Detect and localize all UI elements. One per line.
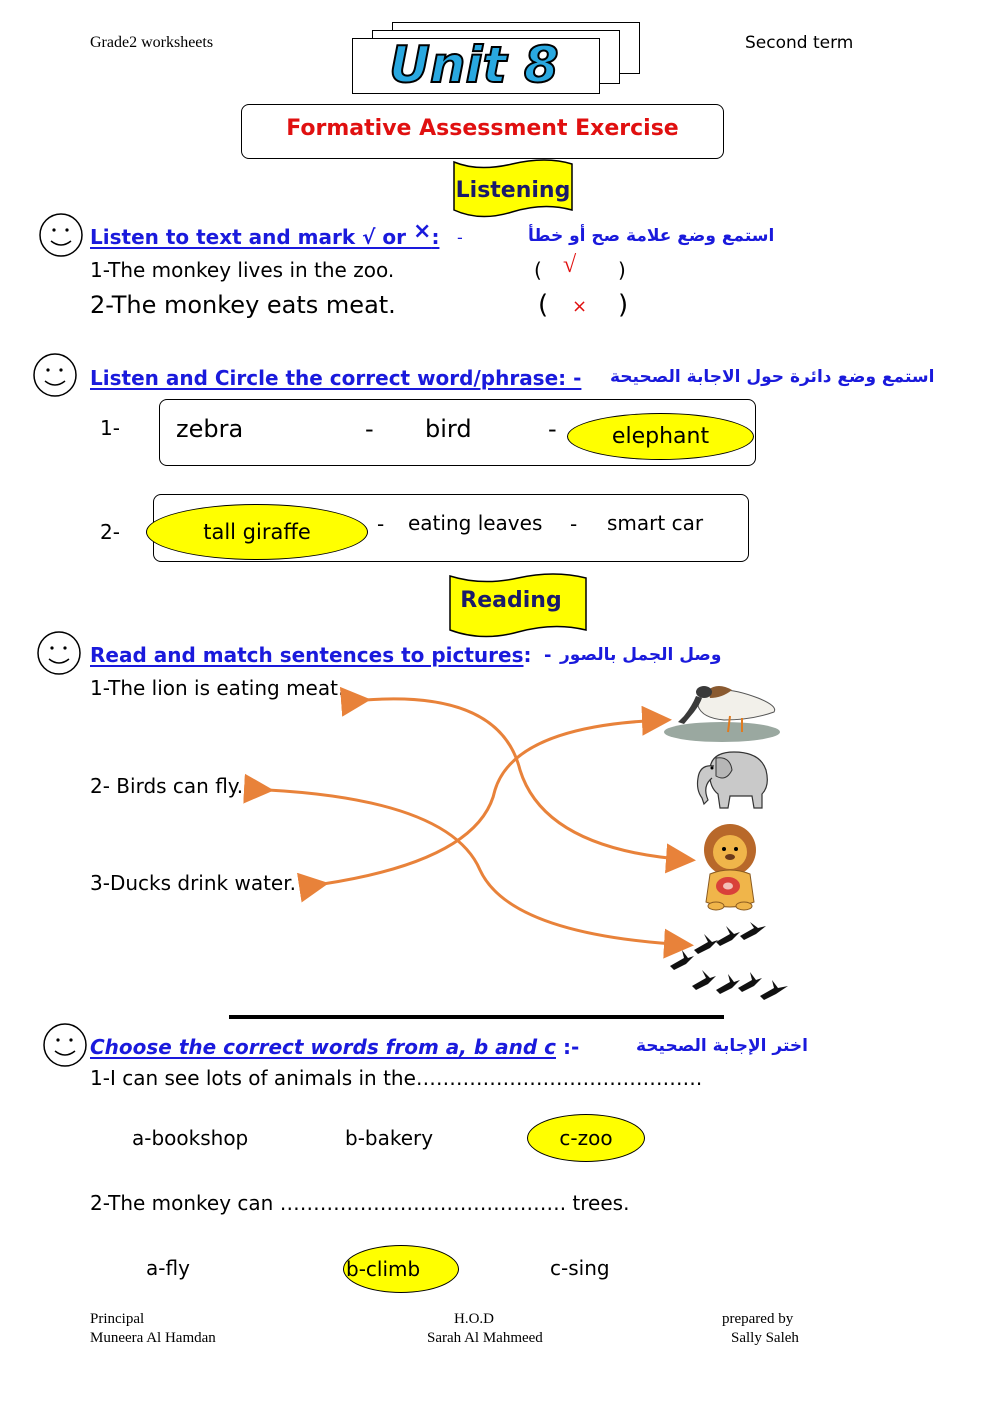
separator: -	[570, 512, 578, 536]
cross-mark: ×	[572, 296, 588, 317]
elephant-icon	[690, 746, 776, 812]
section-divider	[229, 1015, 724, 1019]
task1-arabic: استمع وضع علامة صح أو خطأ	[528, 226, 775, 246]
task1-item1-text: 1-The monkey lives in the zoo.	[90, 258, 395, 282]
task1-item2-close: )	[618, 290, 629, 320]
separator: -	[377, 512, 385, 536]
footer-principal-name: Muneera Al Hamdan	[90, 1330, 216, 1346]
separator: -	[548, 415, 557, 443]
task3-arabic: وصل الجمل بالصور	[560, 645, 722, 665]
circled-answer-climb: b-climb	[343, 1245, 459, 1293]
option-bird: bird	[425, 415, 472, 443]
task3-heading: Read and match sentences to pictures:	[90, 643, 532, 667]
task3-dash: -	[544, 645, 552, 666]
option-smart-car: smart car	[607, 511, 704, 535]
q1-option-a: a-bookshop	[132, 1126, 249, 1150]
match-sentence-2: 2- Birds can fly.	[90, 774, 244, 798]
match-sentence-3: 3-Ducks drink water.	[90, 871, 296, 895]
birds-icon	[664, 920, 794, 1006]
task1-item2-text: 2-The monkey eats meat.	[90, 291, 396, 319]
task2-row1-number: 1-	[100, 416, 120, 440]
option-eating-leaves: eating leaves	[408, 511, 543, 535]
footer-principal-label: Principal	[90, 1311, 145, 1327]
task2-heading: Listen and Circle the correct word/phrase: -	[90, 366, 582, 390]
question-2: 2-The monkey can ……………………………………. trees.	[90, 1191, 630, 1215]
task1-item2-open: (	[538, 290, 549, 320]
task1-heading: Listen to text and mark √ or ×:	[90, 219, 440, 249]
cross-glyph: ×	[413, 219, 432, 244]
task4-arabic: اختر الإجابة الصحيحة	[636, 1036, 808, 1056]
task1-item1-open: (	[534, 258, 542, 282]
circled-answer-zoo: c-zoo	[527, 1114, 645, 1162]
task2-row2-number: 2-	[100, 520, 120, 544]
task2-arabic: استمع وضع دائرة حول الاجابة الصحيحة	[610, 367, 935, 387]
task4-heading: Choose the correct words from a, b and c :-	[90, 1035, 580, 1059]
q2-option-a: a-fly	[146, 1256, 190, 1280]
footer-hod-label: H.O.D	[454, 1311, 494, 1327]
match-sentence-1: 1-The lion is eating meat.	[90, 676, 345, 700]
footer-prepared-name: Sally Saleh	[731, 1330, 799, 1346]
header-term-label: Second term	[745, 33, 854, 53]
lion-icon	[694, 822, 768, 912]
svg-text:Unit 8: Unit 8	[389, 36, 559, 94]
task1-item1-close: )	[618, 258, 626, 282]
reading-label: Reading	[460, 588, 562, 613]
listening-label: Listening	[455, 178, 571, 203]
q2-option-c: c-sing	[550, 1256, 610, 1280]
header-grade-label: Grade2 worksheets	[90, 34, 214, 51]
check-mark: √	[563, 252, 577, 278]
circled-answer-elephant: elephant	[567, 413, 754, 460]
subtitle: Formative Assessment Exercise	[286, 116, 679, 141]
separator: -	[365, 415, 374, 443]
smiley-icon	[42, 1022, 88, 1068]
duck-icon	[662, 676, 782, 744]
footer-prepared-label: prepared by	[722, 1311, 794, 1327]
circled-answer-tall-giraffe: tall giraffe	[146, 504, 368, 560]
task1-dash: -	[457, 228, 463, 247]
option-zebra: zebra	[176, 415, 244, 443]
question-1: 1-I can see lots of animals in the…………………………………….	[90, 1066, 703, 1090]
footer-hod-name: Sarah Al Mahmeed	[427, 1330, 543, 1346]
q1-option-b: b-bakery	[345, 1126, 434, 1150]
